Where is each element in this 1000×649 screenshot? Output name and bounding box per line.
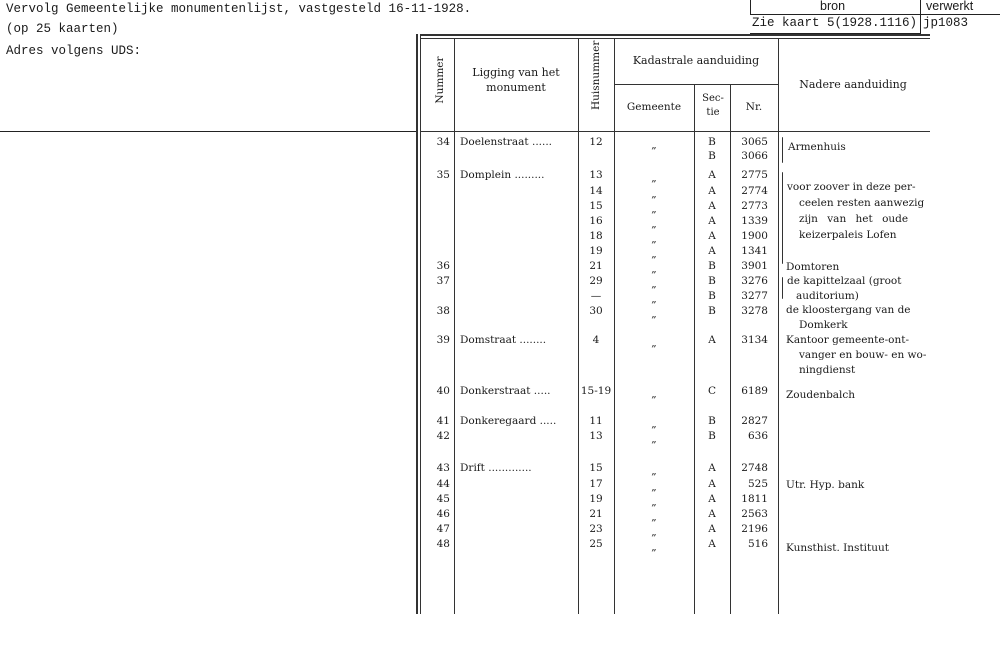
col-header-gemeente: Gemeente xyxy=(626,101,682,113)
cell-gemeente: „ xyxy=(651,511,657,523)
cell-sectie: A xyxy=(708,478,716,490)
cell-gemeente: „ xyxy=(651,263,657,275)
cell-huisnummer: 29 xyxy=(589,275,603,287)
brace xyxy=(782,277,783,299)
col-header-nadere: Nadere aanduiding xyxy=(799,78,907,91)
cell-sectie: B xyxy=(708,290,716,302)
cell-sectie: B xyxy=(708,260,716,272)
cell-ligging: Donkeregaard ..... xyxy=(460,415,557,427)
cell-nummer: 45 xyxy=(436,493,450,505)
cell-sectie: B xyxy=(708,430,716,442)
cell-huisnummer: 16 xyxy=(589,215,603,227)
note-armenhuis: Armenhuis xyxy=(788,141,846,153)
address-label: Adres volgens UDS: xyxy=(6,44,142,58)
cell-ligging: Donkerstraat ..... xyxy=(460,385,551,397)
cell-sectie: A xyxy=(708,493,716,505)
cell-nr: 3278 xyxy=(741,305,768,317)
cell-nummer: 37 xyxy=(436,275,450,287)
cell-nummer: 48 xyxy=(436,538,450,550)
cell-sectie: B xyxy=(708,305,716,317)
cell-gemeente: „ xyxy=(651,293,657,305)
note-kapittel-2: auditorium) xyxy=(796,290,859,302)
cell-huisnummer: 19 xyxy=(589,493,603,505)
cell-sectie: A xyxy=(708,200,716,212)
cell-huisnummer: 13 xyxy=(589,430,603,442)
source-box xyxy=(750,0,1000,36)
cell-huisnummer: 25 xyxy=(589,538,603,550)
cell-gemeente: „ xyxy=(651,248,657,260)
cell-huisnummer: 15 xyxy=(589,200,603,212)
cell-sectie: A xyxy=(708,230,716,242)
cell-ligging: Domstraat ........ xyxy=(460,334,547,346)
cell-gemeente: „ xyxy=(651,526,657,538)
col-header-sectie: Sec- tie xyxy=(702,93,724,118)
cell-huisnummer: 17 xyxy=(589,478,603,490)
cell-sectie: A xyxy=(708,334,716,346)
cell-gemeente: „ xyxy=(651,541,657,553)
cell-nr: 3065 xyxy=(741,136,768,148)
cell-sectie: B xyxy=(708,415,716,427)
cell-gemeente: „ xyxy=(651,172,657,184)
col-header-ligging: Ligging van het monument xyxy=(472,66,560,94)
cell-gemeente: „ xyxy=(651,337,657,349)
cell-nr: 636 xyxy=(747,430,768,442)
cell-sectie: A xyxy=(708,245,716,257)
bron-label: bron xyxy=(820,0,846,13)
note-lofen-4: keizerpaleis Lofen xyxy=(799,229,897,241)
note-kapittel-1: de kapittelzaal (groot xyxy=(787,275,902,287)
cell-gemeente: „ xyxy=(651,418,657,430)
cell-nummer: 44 xyxy=(436,478,450,490)
note-kantoor-3: ningdienst xyxy=(799,364,856,376)
cell-gemeente: „ xyxy=(651,388,657,400)
cell-huisnummer: 11 xyxy=(589,415,603,427)
cell-gemeente: „ xyxy=(651,203,657,215)
cell-gemeente: „ xyxy=(651,233,657,245)
cell-ligging: Drift ............. xyxy=(460,462,532,474)
cell-sectie: A xyxy=(708,185,716,197)
cell-nr: 2563 xyxy=(741,508,768,520)
verwerkt-label: verwerkt xyxy=(926,0,974,13)
cell-gemeente: „ xyxy=(651,278,657,290)
note-kantoor-1: Kantoor gemeente-ont- xyxy=(786,334,910,346)
note-klooster-2: Domkerk xyxy=(799,319,848,331)
cell-nr: 3134 xyxy=(741,334,768,346)
address-divider xyxy=(0,131,418,132)
note-kunsthist: Kunsthist. Instituut xyxy=(786,542,889,554)
cell-sectie: A xyxy=(708,523,716,535)
cell-nr: 2774 xyxy=(741,185,768,197)
cell-sectie: A xyxy=(708,215,716,227)
cell-huisnummer: 15 xyxy=(589,462,603,474)
col-header-nr: Nr. xyxy=(745,101,763,113)
cell-nr: 3901 xyxy=(741,260,768,272)
cell-nr: 6189 xyxy=(741,385,768,397)
cell-gemeente: „ xyxy=(651,433,657,445)
cell-huisnummer: 30 xyxy=(589,305,603,317)
note-lofen-1: voor zoover in deze per- xyxy=(787,181,916,193)
cell-nummer: 42 xyxy=(436,430,450,442)
cell-sectie: C xyxy=(707,385,717,397)
cell-huisnummer: 14 xyxy=(589,185,603,197)
cell-nr: 1339 xyxy=(741,215,768,227)
bron-value: Zie kaart 5(1928.1116) xyxy=(752,16,918,30)
cell-nr: 525 xyxy=(747,478,768,490)
verwerkt-value: jp1083 xyxy=(923,16,969,30)
cell-nr: 3277 xyxy=(741,290,768,302)
note-lofen-2: ceelen resten aanwezig xyxy=(799,197,925,209)
cell-sectie: A xyxy=(708,169,716,181)
cell-nr: 3276 xyxy=(741,275,768,287)
cell-nr: 1341 xyxy=(741,245,768,257)
cell-ligging: Domplein ......... xyxy=(460,169,545,181)
cell-gemeente: „ xyxy=(651,139,657,151)
note-lofen-3: zijn van het oude xyxy=(799,213,909,225)
brace xyxy=(782,137,783,163)
cell-nr: 2748 xyxy=(741,462,768,474)
cell-gemeente: „ xyxy=(651,218,657,230)
note-domtoren: Domtoren xyxy=(786,261,840,273)
cell-huisnummer: 15-19 xyxy=(580,385,612,397)
cell-huisnummer: — xyxy=(590,290,602,302)
cell-sectie: A xyxy=(708,508,716,520)
cell-nr: 3066 xyxy=(741,150,768,162)
note-hyp-bank: Utr. Hyp. bank xyxy=(786,479,865,491)
col-header-huisnummer: Huisnummer xyxy=(590,40,602,110)
cell-sectie: B xyxy=(708,136,716,148)
cell-nummer: 39 xyxy=(436,334,450,346)
cell-nr: 2827 xyxy=(741,415,768,427)
cell-huisnummer: 21 xyxy=(589,260,603,272)
cell-huisnummer: 12 xyxy=(589,136,603,148)
cell-huisnummer: 23 xyxy=(589,523,603,535)
cell-nummer: 46 xyxy=(436,508,450,520)
brace xyxy=(782,172,783,264)
cell-nummer: 40 xyxy=(436,385,450,397)
cell-nummer: 41 xyxy=(436,415,450,427)
cell-nummer: 35 xyxy=(436,169,450,181)
cell-gemeente: „ xyxy=(651,481,657,493)
cell-huisnummer: 4 xyxy=(592,334,600,346)
cell-huisnummer: 13 xyxy=(589,169,603,181)
col-header-kadastrale: Kadastrale aanduiding xyxy=(632,54,760,67)
cell-nummer: 43 xyxy=(436,462,450,474)
cell-sectie: A xyxy=(708,462,716,474)
cell-sectie: B xyxy=(708,275,716,287)
cell-gemeente: „ xyxy=(651,188,657,200)
cell-huisnummer: 18 xyxy=(589,230,603,242)
cell-sectie: B xyxy=(708,150,716,162)
cell-nummer: 36 xyxy=(436,260,450,272)
card-count: (op 25 kaarten) xyxy=(6,22,119,36)
cell-gemeente: „ xyxy=(651,465,657,477)
cell-gemeente: „ xyxy=(651,496,657,508)
cell-nr: 2773 xyxy=(741,200,768,212)
note-kantoor-2: vanger en bouw- en wo- xyxy=(799,349,927,361)
note-zoudenbalch: Zoudenbalch xyxy=(786,389,856,401)
monument-table xyxy=(418,34,930,614)
cell-nr: 1900 xyxy=(741,230,768,242)
cell-nummer: 34 xyxy=(436,136,450,148)
cell-huisnummer: 21 xyxy=(589,508,603,520)
cell-gemeente: „ xyxy=(651,308,657,320)
cell-nr: 1811 xyxy=(741,493,768,505)
note-klooster-1: de kloostergang van de xyxy=(786,304,911,316)
cell-ligging: Doelenstraat ...... xyxy=(460,136,553,148)
cell-nr: 516 xyxy=(747,538,768,550)
cell-huisnummer: 19 xyxy=(589,245,603,257)
cell-nummer: 38 xyxy=(436,305,450,317)
document-title: Vervolg Gemeentelijke monumentenlijst, vastgesteld 16-11-1928. xyxy=(6,2,472,16)
cell-nummer: 47 xyxy=(436,523,450,535)
cell-sectie: A xyxy=(708,538,716,550)
cell-nr: 2196 xyxy=(741,523,768,535)
cell-nr: 2775 xyxy=(741,169,768,181)
col-header-nummer: Nummer xyxy=(434,56,446,104)
